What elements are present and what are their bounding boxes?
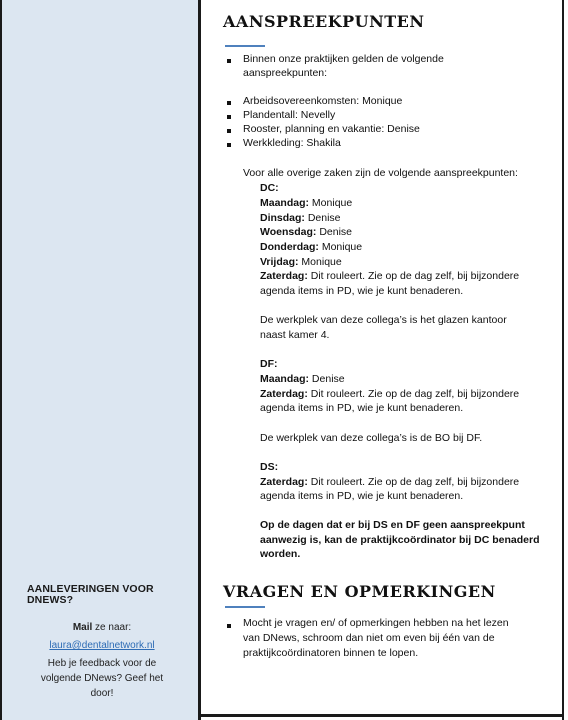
df-zaterdag-line1: Zaterdag: Dit rouleert. Zie op de dag zelf, bij bijzondere	[260, 388, 520, 400]
sidebar-heading-line1: AANLEVERINGEN VOOR	[27, 583, 154, 595]
mail-line	[27, 620, 177, 635]
list-item: Plandentall: Nevelly	[243, 109, 336, 121]
note-line3: worden.	[260, 548, 301, 560]
list-item: Werkkleding: Shakila	[243, 137, 341, 149]
section-title-aanspreekpunten: AANSPREEKPUNTEN	[223, 12, 425, 31]
overige-text: Voor alle overige zaken zijn de volgende aanspreekpunten:	[243, 167, 518, 179]
ds-label: DS:	[260, 461, 279, 473]
note-line2: aanwezig is, kan de praktijkcoördinator bij DC benaderd	[260, 534, 540, 546]
sidebar-heading-line2: DNEWS?	[27, 594, 74, 606]
list-item: Rooster, planning en vakantie: Denise	[243, 123, 420, 135]
df-label: DF:	[260, 358, 278, 370]
bullet-icon	[227, 59, 231, 63]
mail-label: Mail	[72, 622, 93, 633]
bullet-icon	[227, 143, 231, 147]
dc-day-row: Maandag: Monique	[260, 197, 353, 209]
title-accent-line	[225, 45, 265, 47]
feedback-line2: volgende DNews? Geef het	[40, 673, 164, 684]
bullet-icon	[227, 624, 231, 628]
vragen-line3: praktijkcoördinatoren binnen te lopen.	[243, 647, 419, 659]
dc-day-row: Donderdag: Monique	[260, 241, 363, 253]
note-line1: Op de dagen dat er bij DS en DF geen aanspreekpunt	[260, 519, 525, 531]
section-title-vragen: VRAGEN EN OPMERKINGEN	[223, 582, 496, 601]
dc-zaterdag-line2: agenda items in PD, wie je kunt benaderen.	[260, 285, 464, 297]
bullet-icon	[227, 101, 231, 105]
sidebar	[0, 0, 198, 720]
df-maandag: Maandag: Denise	[260, 373, 345, 385]
title-accent-line	[225, 606, 265, 608]
right-border	[562, 0, 564, 720]
feedback-line1: Heb je feedback voor de	[47, 658, 157, 669]
sidebar-heading	[27, 584, 187, 606]
column-divider	[198, 0, 201, 720]
bullet-icon	[227, 115, 231, 119]
dc-label: DC:	[260, 182, 279, 194]
ds-zaterdag-line2: agenda items in PD, wie je kunt benaderen.	[260, 490, 464, 502]
list-item: Arbeidsovereenkomsten: Monique	[243, 95, 403, 107]
dc-werkplek-line2: naast kamer 4.	[260, 329, 330, 341]
dc-werkplek-line1: De werkplek van deze collega’s is het glazen kantoor	[260, 314, 507, 326]
vragen-line1: Mocht je vragen en/ of opmerkingen hebben na het lezen	[243, 617, 509, 629]
dc-day-row: Woensdag: Denise	[260, 226, 353, 238]
sidebar-body	[27, 620, 177, 701]
intro-line2: aanspreekpunten:	[243, 67, 328, 79]
intro-line1: Binnen onze praktijken gelden de volgende	[243, 53, 444, 65]
dc-zaterdag-line1: Zaterdag: Dit rouleert. Zie op de dag zelf, bij bijzondere	[260, 270, 520, 282]
mail-rest: ze naar:	[92, 622, 132, 633]
df-werkplek: De werkplek van deze collega’s is de BO bij DF.	[260, 432, 483, 444]
feedback-line3: door!	[90, 688, 114, 699]
email-link[interactable]: laura@dentalnetwork.nl	[49, 640, 155, 651]
bullet-icon	[227, 129, 231, 133]
ds-zaterdag-line1: Zaterdag: Dit rouleert. Zie op de dag zelf, bij bijzondere	[260, 476, 520, 488]
bottom-border	[198, 714, 564, 717]
dc-day-row: Vrijdag: Monique	[260, 256, 342, 268]
dc-day-row: Dinsdag: Denise	[260, 212, 341, 224]
vragen-line2: van DNews, schroom dan niet om even bij één van de	[243, 632, 495, 644]
df-zaterdag-line2: agenda items in PD, wie je kunt benaderen.	[260, 402, 464, 414]
